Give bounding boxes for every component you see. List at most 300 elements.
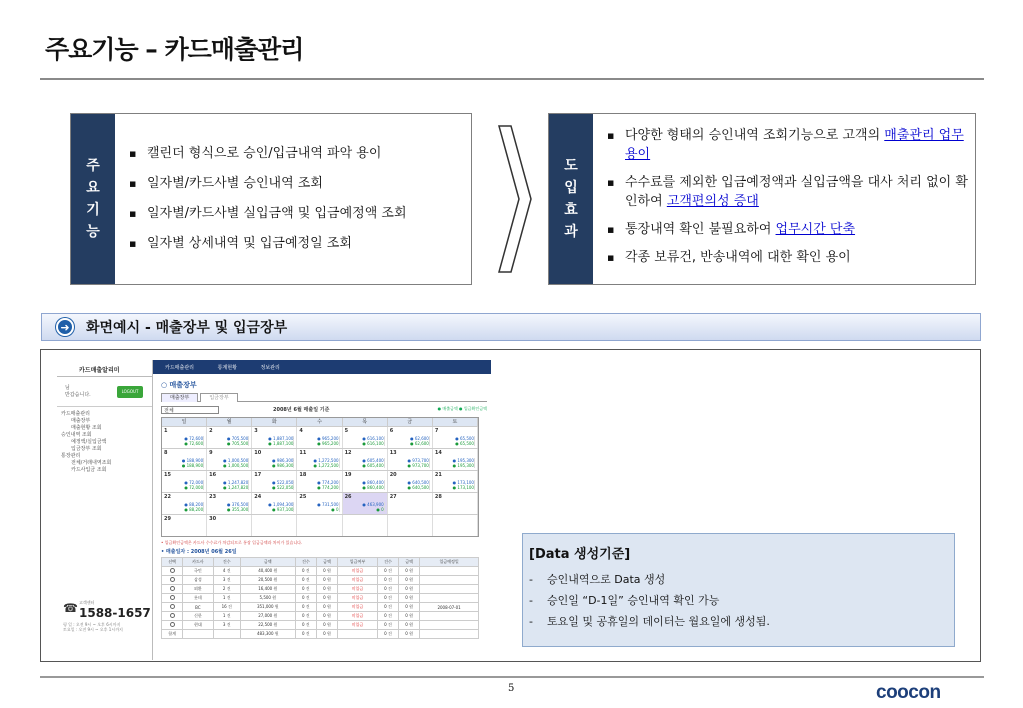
page-number: 5 — [508, 683, 515, 694]
nav-tree-item[interactable]: 승인내역 조회 — [61, 432, 92, 438]
main-features-list — [129, 144, 407, 264]
radio-button[interactable] — [170, 613, 175, 618]
total-cell — [338, 630, 378, 639]
total-cell — [183, 630, 213, 639]
sales-amount: ● 173,100 — [452, 480, 474, 485]
card-select[interactable]: 전체 — [161, 406, 219, 414]
content-title: ○ 매출장부 — [161, 381, 197, 389]
day-amounts — [455, 436, 475, 446]
feature-item: ▪ 일자별/카드사별 승인내역 조회 — [129, 174, 407, 193]
deposit-amount: ● 705,500 — [226, 441, 249, 446]
calendar-day[interactable] — [162, 449, 207, 470]
weekday-label: 일 — [162, 418, 207, 426]
table-cell: 1 건 — [213, 594, 240, 603]
effect-link[interactable]: 고객편의성 증대 — [666, 194, 759, 209]
calendar-day[interactable] — [433, 493, 478, 514]
footer-divider — [40, 676, 984, 678]
sales-amount: ● 774,200 — [317, 480, 339, 485]
table-cell: 5,500 원 — [240, 594, 295, 603]
day-number: 29 — [164, 516, 171, 522]
table-cell: 현대 — [183, 621, 213, 630]
table-cell: 0 건 — [377, 585, 398, 594]
column-header: 금액 — [316, 558, 337, 567]
day-amounts — [408, 480, 430, 490]
radio-button[interactable] — [170, 586, 175, 591]
table-cell: 27,000 원 — [240, 612, 295, 621]
nav-tree-item[interactable]: 매출장부 — [71, 418, 91, 424]
column-header: 카드사 — [183, 558, 213, 567]
row-select[interactable] — [162, 585, 183, 594]
menu-tab[interactable]: 카드매출관리 — [165, 365, 194, 371]
login-text: 반갑습니다. — [65, 392, 91, 398]
criteria-item: - 토요일 및 공휴일의 데이터는 월요일에 생성됨. — [529, 611, 954, 632]
app-left-nav — [57, 360, 153, 660]
nav-tree-item[interactable]: 통장관리 — [61, 453, 81, 459]
calendar-day[interactable] — [343, 515, 388, 536]
day-amounts — [184, 480, 204, 490]
day-amounts — [184, 436, 204, 446]
total-cell: 0 건 — [295, 630, 316, 639]
sales-amount: ● 1,247,820 — [223, 480, 249, 485]
calendar-day[interactable] — [433, 427, 478, 448]
effect-item — [607, 220, 972, 239]
side-char: 요 — [86, 180, 100, 196]
sales-amount: ● 376,500 — [226, 502, 249, 507]
calendar-week — [162, 426, 478, 448]
table-cell: 3 건 — [213, 576, 240, 585]
table-cell: 0 건 — [377, 594, 398, 603]
tab-sales-ledger[interactable]: 매출장부 — [161, 393, 198, 402]
deposit-amount: ● 1,000,500 — [223, 463, 249, 468]
day-amounts — [408, 458, 430, 468]
table-row — [162, 594, 479, 603]
section-header — [41, 313, 981, 341]
table-row — [162, 621, 479, 630]
side-char: 과 — [564, 224, 578, 240]
effect-item — [607, 126, 972, 164]
table-cell: 0 원 — [316, 603, 337, 612]
logout-button[interactable]: LOGOUT — [117, 386, 143, 398]
table-cell: 0 원 — [399, 603, 420, 612]
sales-date-label: • 매출일자 : 2008년 06월 26일 — [161, 549, 237, 555]
hours-line: 토요일 : 오전 9시 ~ 오후 1시까지 — [63, 627, 123, 632]
day-amounts — [268, 502, 294, 512]
side-char: 기 — [86, 202, 100, 218]
table-cell: 미입금 — [338, 621, 378, 630]
effect-text: 다양한 형태의 승인내역 조회기능으로 고객의 — [625, 128, 885, 143]
table-cell: 미입금 — [338, 612, 378, 621]
day-amounts — [272, 458, 294, 468]
total-cell — [420, 630, 479, 639]
deposit-amount: ● 72,600 — [184, 441, 204, 446]
table-cell: 0 건 — [295, 567, 316, 576]
calendar-day[interactable] — [433, 515, 478, 536]
table-cell: 미입금 — [338, 594, 378, 603]
table-row — [162, 585, 479, 594]
calendar-day[interactable] — [388, 427, 433, 448]
content-tabs — [161, 393, 487, 402]
deposit-amount: ● 973,700 — [407, 463, 429, 468]
calendar-day[interactable] — [297, 515, 342, 536]
table-cell: 2 건 — [213, 585, 240, 594]
calendar-day[interactable] — [343, 427, 388, 448]
table-cell: 1 건 — [213, 612, 240, 621]
column-header: 금액 — [399, 558, 420, 567]
row-select[interactable] — [162, 603, 183, 612]
table-cell: 16 건 — [213, 603, 240, 612]
deposit-amount: ● 62,600 — [410, 441, 429, 446]
side-char: 입 — [564, 180, 578, 196]
weekday-label: 수 — [297, 418, 342, 426]
calendar-day[interactable] — [343, 493, 388, 514]
calendar-day[interactable] — [297, 449, 342, 470]
hours-line: 평 일 : 오전 9시 ~ 오후 6시까지 — [63, 622, 121, 627]
brand-logo: coocon — [876, 682, 941, 703]
table-cell: 351,000 원 — [240, 603, 295, 612]
calendar-day[interactable] — [252, 493, 297, 514]
day-amounts — [268, 436, 294, 446]
day-number: 27 — [389, 494, 397, 500]
calendar-day[interactable] — [162, 493, 207, 514]
data-criteria-title: [Data 생성기준] — [529, 547, 631, 562]
app-logo: 카드매출알리미 — [57, 360, 152, 377]
table-cell: 2008-07-01 — [420, 603, 479, 612]
calendar-day[interactable] — [162, 471, 207, 492]
calendar-day[interactable] — [207, 471, 252, 492]
radio-button[interactable] — [170, 595, 175, 600]
day-number: 20 — [389, 472, 397, 478]
calendar-legend: ● 매출금액 ● 입금확인금액 — [437, 406, 487, 411]
table-cell: 미입금 — [338, 603, 378, 612]
day-number: 22 — [164, 494, 171, 500]
login-box — [57, 377, 152, 407]
table-row — [162, 567, 479, 576]
sales-amount: ● 705,500 — [226, 436, 249, 441]
calendar-day[interactable] — [252, 449, 297, 470]
phone-label: 고객센터 — [79, 600, 95, 605]
nav-tree-item[interactable]: 카드매출관리 — [61, 411, 90, 417]
total-cell: 0 건 — [377, 630, 398, 639]
data-criteria-box — [522, 533, 955, 647]
effects-label — [549, 114, 593, 284]
table-cell: 0 건 — [377, 567, 398, 576]
calendar-day[interactable] — [433, 471, 478, 492]
deposit-amount: ● 860,400 — [362, 485, 384, 490]
table-cell: 0 건 — [377, 603, 398, 612]
day-number: 8 — [164, 450, 168, 456]
deposit-amount: ● 355,300 — [226, 507, 249, 512]
day-number: 5 — [344, 428, 349, 434]
table-cell: 신한 — [183, 612, 213, 621]
content-title-text: 매출장부 — [169, 381, 197, 389]
day-amounts — [313, 458, 339, 468]
deposit-amount: ● 0 — [317, 507, 339, 512]
table-cell: 0 원 — [399, 567, 420, 576]
login-text: 님 — [65, 385, 70, 391]
menu-tab[interactable]: 정보관리 — [260, 365, 280, 371]
sales-amount: ● 605,400 — [362, 458, 384, 463]
table-cell: 20,500 원 — [240, 576, 295, 585]
total-cell: 483,300 원 — [240, 630, 295, 639]
phone-icon: ☎ — [63, 601, 78, 615]
day-amounts — [317, 502, 339, 512]
table-row — [162, 603, 479, 612]
day-amounts — [223, 458, 249, 468]
row-select[interactable] — [162, 621, 183, 630]
table-cell — [420, 594, 479, 603]
day-number: 18 — [299, 472, 307, 478]
day-number: 11 — [299, 450, 307, 456]
table-cell: 삼성 — [183, 576, 213, 585]
table-cell: 3 건 — [213, 621, 240, 630]
data-criteria-list — [529, 569, 954, 632]
criteria-item: - 승인내역으로 Data 생성 — [529, 569, 954, 590]
nav-tree-item[interactable]: 전체/거래내역조회 — [71, 460, 112, 466]
calendar-day[interactable] — [162, 515, 207, 536]
table-cell: 0 건 — [377, 576, 398, 585]
column-header: 선택 — [162, 558, 183, 567]
table-cell: 0 건 — [377, 612, 398, 621]
table-cell — [420, 621, 479, 630]
calendar-day[interactable] — [207, 515, 252, 536]
nav-tree-item[interactable]: 예정액/실입금액 — [71, 439, 107, 445]
feature-item: ▪ 일자별/카드사별 실입금액 및 입금예정액 조회 — [129, 204, 407, 223]
calendar-week — [162, 470, 478, 492]
calendar-day[interactable] — [162, 427, 207, 448]
calendar-day[interactable] — [297, 493, 342, 514]
sales-amount: ● 463,900 — [362, 502, 384, 507]
sales-amount: ● 616,100 — [362, 436, 384, 441]
detail-table — [161, 557, 479, 639]
day-number: 28 — [434, 494, 442, 500]
table-cell: 40,400 원 — [240, 567, 295, 576]
day-number: 15 — [164, 472, 171, 478]
table-cell: 0 원 — [316, 621, 337, 630]
calendar-week — [162, 492, 478, 514]
table-cell: 0 건 — [295, 612, 316, 621]
sales-amount: ● 1,000,500 — [223, 458, 249, 463]
table-cell: 0 건 — [377, 621, 398, 630]
effect-link[interactable]: 업무시간 단축 — [775, 222, 856, 237]
calendar-week — [162, 448, 478, 470]
effect-text: 각종 보류건, 반송내역에 대한 확인 용이 — [625, 250, 851, 265]
calendar-day[interactable] — [388, 493, 433, 514]
customer-center — [63, 600, 151, 632]
effect-text: 수수료를 제외한 입금예정액과 실입금액을 대사 처리 없이 확인하여 — [625, 175, 968, 209]
calendar-day[interactable] — [207, 449, 252, 470]
page-title: 주요기능 – 카드매출관리 — [45, 35, 304, 64]
sales-amount: ● 965,200 — [317, 436, 339, 441]
feature-item: ▪ 캘린더 형식으로 승인/입금내역 파악 용이 — [129, 144, 407, 163]
app-content — [161, 380, 487, 660]
table-cell: 미입금 — [338, 576, 378, 585]
calendar-day[interactable] — [388, 449, 433, 470]
menu-tab[interactable]: 통계현황 — [217, 365, 237, 371]
day-number: 17 — [254, 472, 262, 478]
weekday-label: 목 — [343, 418, 388, 426]
calendar-day[interactable] — [297, 427, 342, 448]
sales-amount: ● 65,500 — [455, 436, 474, 441]
column-header: 입금여부 — [338, 558, 378, 567]
sales-amount: ● 62,600 — [410, 436, 429, 441]
row-select[interactable] — [162, 576, 183, 585]
table-header-row — [162, 558, 479, 567]
day-number: 9 — [209, 450, 213, 456]
sales-amount: ● 188,900 — [181, 458, 204, 463]
table-cell: 22,500 원 — [240, 621, 295, 630]
column-header: 건수 — [295, 558, 316, 567]
calendar-day[interactable] — [252, 471, 297, 492]
main-features-panel — [70, 113, 472, 285]
day-number: 25 — [299, 494, 307, 500]
main-features-label — [71, 114, 115, 284]
day-number: 13 — [389, 450, 397, 456]
radio-button[interactable] — [170, 577, 175, 582]
table-cell: 국민 — [183, 567, 213, 576]
row-select[interactable] — [162, 567, 183, 576]
row-select[interactable] — [162, 594, 183, 603]
table-cell: 0 원 — [316, 594, 337, 603]
table-cell: 0 원 — [316, 612, 337, 621]
day-number: 1 — [164, 428, 168, 434]
day-number: 2 — [209, 428, 213, 434]
total-cell — [213, 630, 240, 639]
deposit-amount: ● 774,200 — [317, 485, 339, 490]
chevron-right-icon — [497, 124, 533, 274]
side-char: 주 — [86, 158, 100, 174]
criteria-item: - 승인일 “D-1일” 승인내역 확인 가능 — [529, 590, 954, 611]
table-cell: 0 원 — [399, 621, 420, 630]
deposit-amount: ● 965,200 — [317, 441, 339, 446]
day-amounts — [410, 436, 430, 446]
calendar-day[interactable] — [207, 427, 252, 448]
sales-amount: ● 1,272,500 — [313, 458, 339, 463]
calendar-day[interactable] — [252, 427, 297, 448]
calendar-header — [162, 418, 478, 426]
weekday-label: 화 — [252, 418, 297, 426]
column-header: 금액 — [240, 558, 295, 567]
radio-button[interactable] — [170, 604, 175, 609]
day-amounts — [184, 502, 204, 512]
sales-amount: ● 88,200 — [184, 502, 204, 507]
calendar-day[interactable] — [297, 471, 342, 492]
nav-tree-item[interactable]: 입금장부 조회 — [71, 446, 102, 452]
calendar-day[interactable] — [207, 493, 252, 514]
radio-button[interactable] — [170, 622, 175, 627]
deposit-amount: ● 616,100 — [362, 441, 384, 446]
table-row — [162, 576, 479, 585]
column-header: 입금예정일 — [420, 558, 479, 567]
deposit-amount: ● 605,400 — [362, 463, 384, 468]
day-amounts — [453, 458, 475, 468]
day-number: 3 — [254, 428, 258, 434]
effect-item — [607, 173, 972, 211]
side-char: 효 — [564, 202, 578, 218]
calendar-day[interactable] — [388, 515, 433, 536]
nav-tree — [57, 407, 152, 474]
effects-list — [607, 126, 972, 276]
total-cell: 합계 — [162, 630, 183, 639]
deposit-amount: ● 195,300 — [452, 463, 474, 468]
nav-tree-item[interactable]: 매출현황 조회 — [71, 425, 102, 431]
feature-item: ▪ 일자별 상세내역 및 입금예정일 조회 — [129, 234, 407, 253]
table-cell: 외환 — [183, 585, 213, 594]
day-amounts — [453, 480, 475, 490]
effect-link[interactable]: 매출관리 업무 용이 — [625, 128, 964, 162]
day-amounts — [182, 458, 204, 468]
day-amounts — [362, 436, 384, 446]
table-cell: 0 원 — [399, 576, 420, 585]
arrow-circle-icon: ➜ — [56, 318, 74, 336]
table-cell: 16,400 원 — [240, 585, 295, 594]
total-cell: 0 원 — [399, 630, 420, 639]
sales-amount: ● 860,400 — [362, 480, 384, 485]
effect-item — [607, 248, 972, 267]
radio-button[interactable] — [170, 568, 175, 573]
table-cell — [420, 585, 479, 594]
deposit-amount: ● 72,000 — [184, 485, 204, 490]
day-number: 10 — [254, 450, 262, 456]
sales-amount: ● 973,700 — [407, 458, 429, 463]
table-cell: 0 건 — [295, 603, 316, 612]
day-amounts — [317, 480, 339, 490]
table-cell: 미입금 — [338, 567, 378, 576]
column-header: 건수 — [213, 558, 240, 567]
table-cell: 0 원 — [399, 585, 420, 594]
calendar-day[interactable] — [343, 449, 388, 470]
total-cell: 0 원 — [316, 630, 337, 639]
table-cell: 0 건 — [295, 585, 316, 594]
sales-amount: ● 986,300 — [272, 458, 294, 463]
row-select[interactable] — [162, 612, 183, 621]
day-amounts — [362, 458, 384, 468]
deposit-amount: ● 986,300 — [272, 463, 294, 468]
table-cell: 0 원 — [399, 594, 420, 603]
calendar-day[interactable] — [388, 471, 433, 492]
table-cell: 0 원 — [316, 585, 337, 594]
nav-tree-item[interactable]: 카드사입금 조회 — [71, 467, 107, 473]
sales-amount: ● 1,094,300 — [268, 502, 294, 507]
table-cell: 0 원 — [316, 576, 337, 585]
calendar-day[interactable] — [252, 515, 297, 536]
day-number: 6 — [389, 428, 394, 434]
day-amounts — [223, 480, 249, 490]
day-amounts — [227, 436, 249, 446]
weekday-label: 월 — [207, 418, 252, 426]
day-amounts — [362, 502, 384, 512]
app-screenshot — [57, 360, 491, 660]
tab-deposit-ledger[interactable]: 입금장부 — [200, 393, 237, 402]
deposit-amount: ● 640,500 — [407, 485, 429, 490]
day-number: 7 — [434, 428, 439, 434]
table-cell — [420, 576, 479, 585]
day-amounts — [227, 502, 249, 512]
filter-row — [161, 406, 487, 415]
sales-amount: ● 1,887,100 — [268, 436, 294, 441]
weekday-label: 금 — [388, 418, 433, 426]
table-cell: 0 건 — [295, 621, 316, 630]
deposit-amount: ● 173,100 — [452, 485, 474, 490]
day-number: 16 — [209, 472, 217, 478]
calendar-day[interactable] — [343, 471, 388, 492]
app-top-menu — [153, 360, 491, 374]
day-number: 21 — [434, 472, 442, 478]
day-number: 19 — [344, 472, 352, 478]
calendar-day[interactable] — [433, 449, 478, 470]
effect-text: 통장내역 확인 불필요하여 — [625, 222, 776, 237]
table-cell: 0 건 — [295, 576, 316, 585]
deposit-amount: ● 1,272,500 — [313, 463, 339, 468]
